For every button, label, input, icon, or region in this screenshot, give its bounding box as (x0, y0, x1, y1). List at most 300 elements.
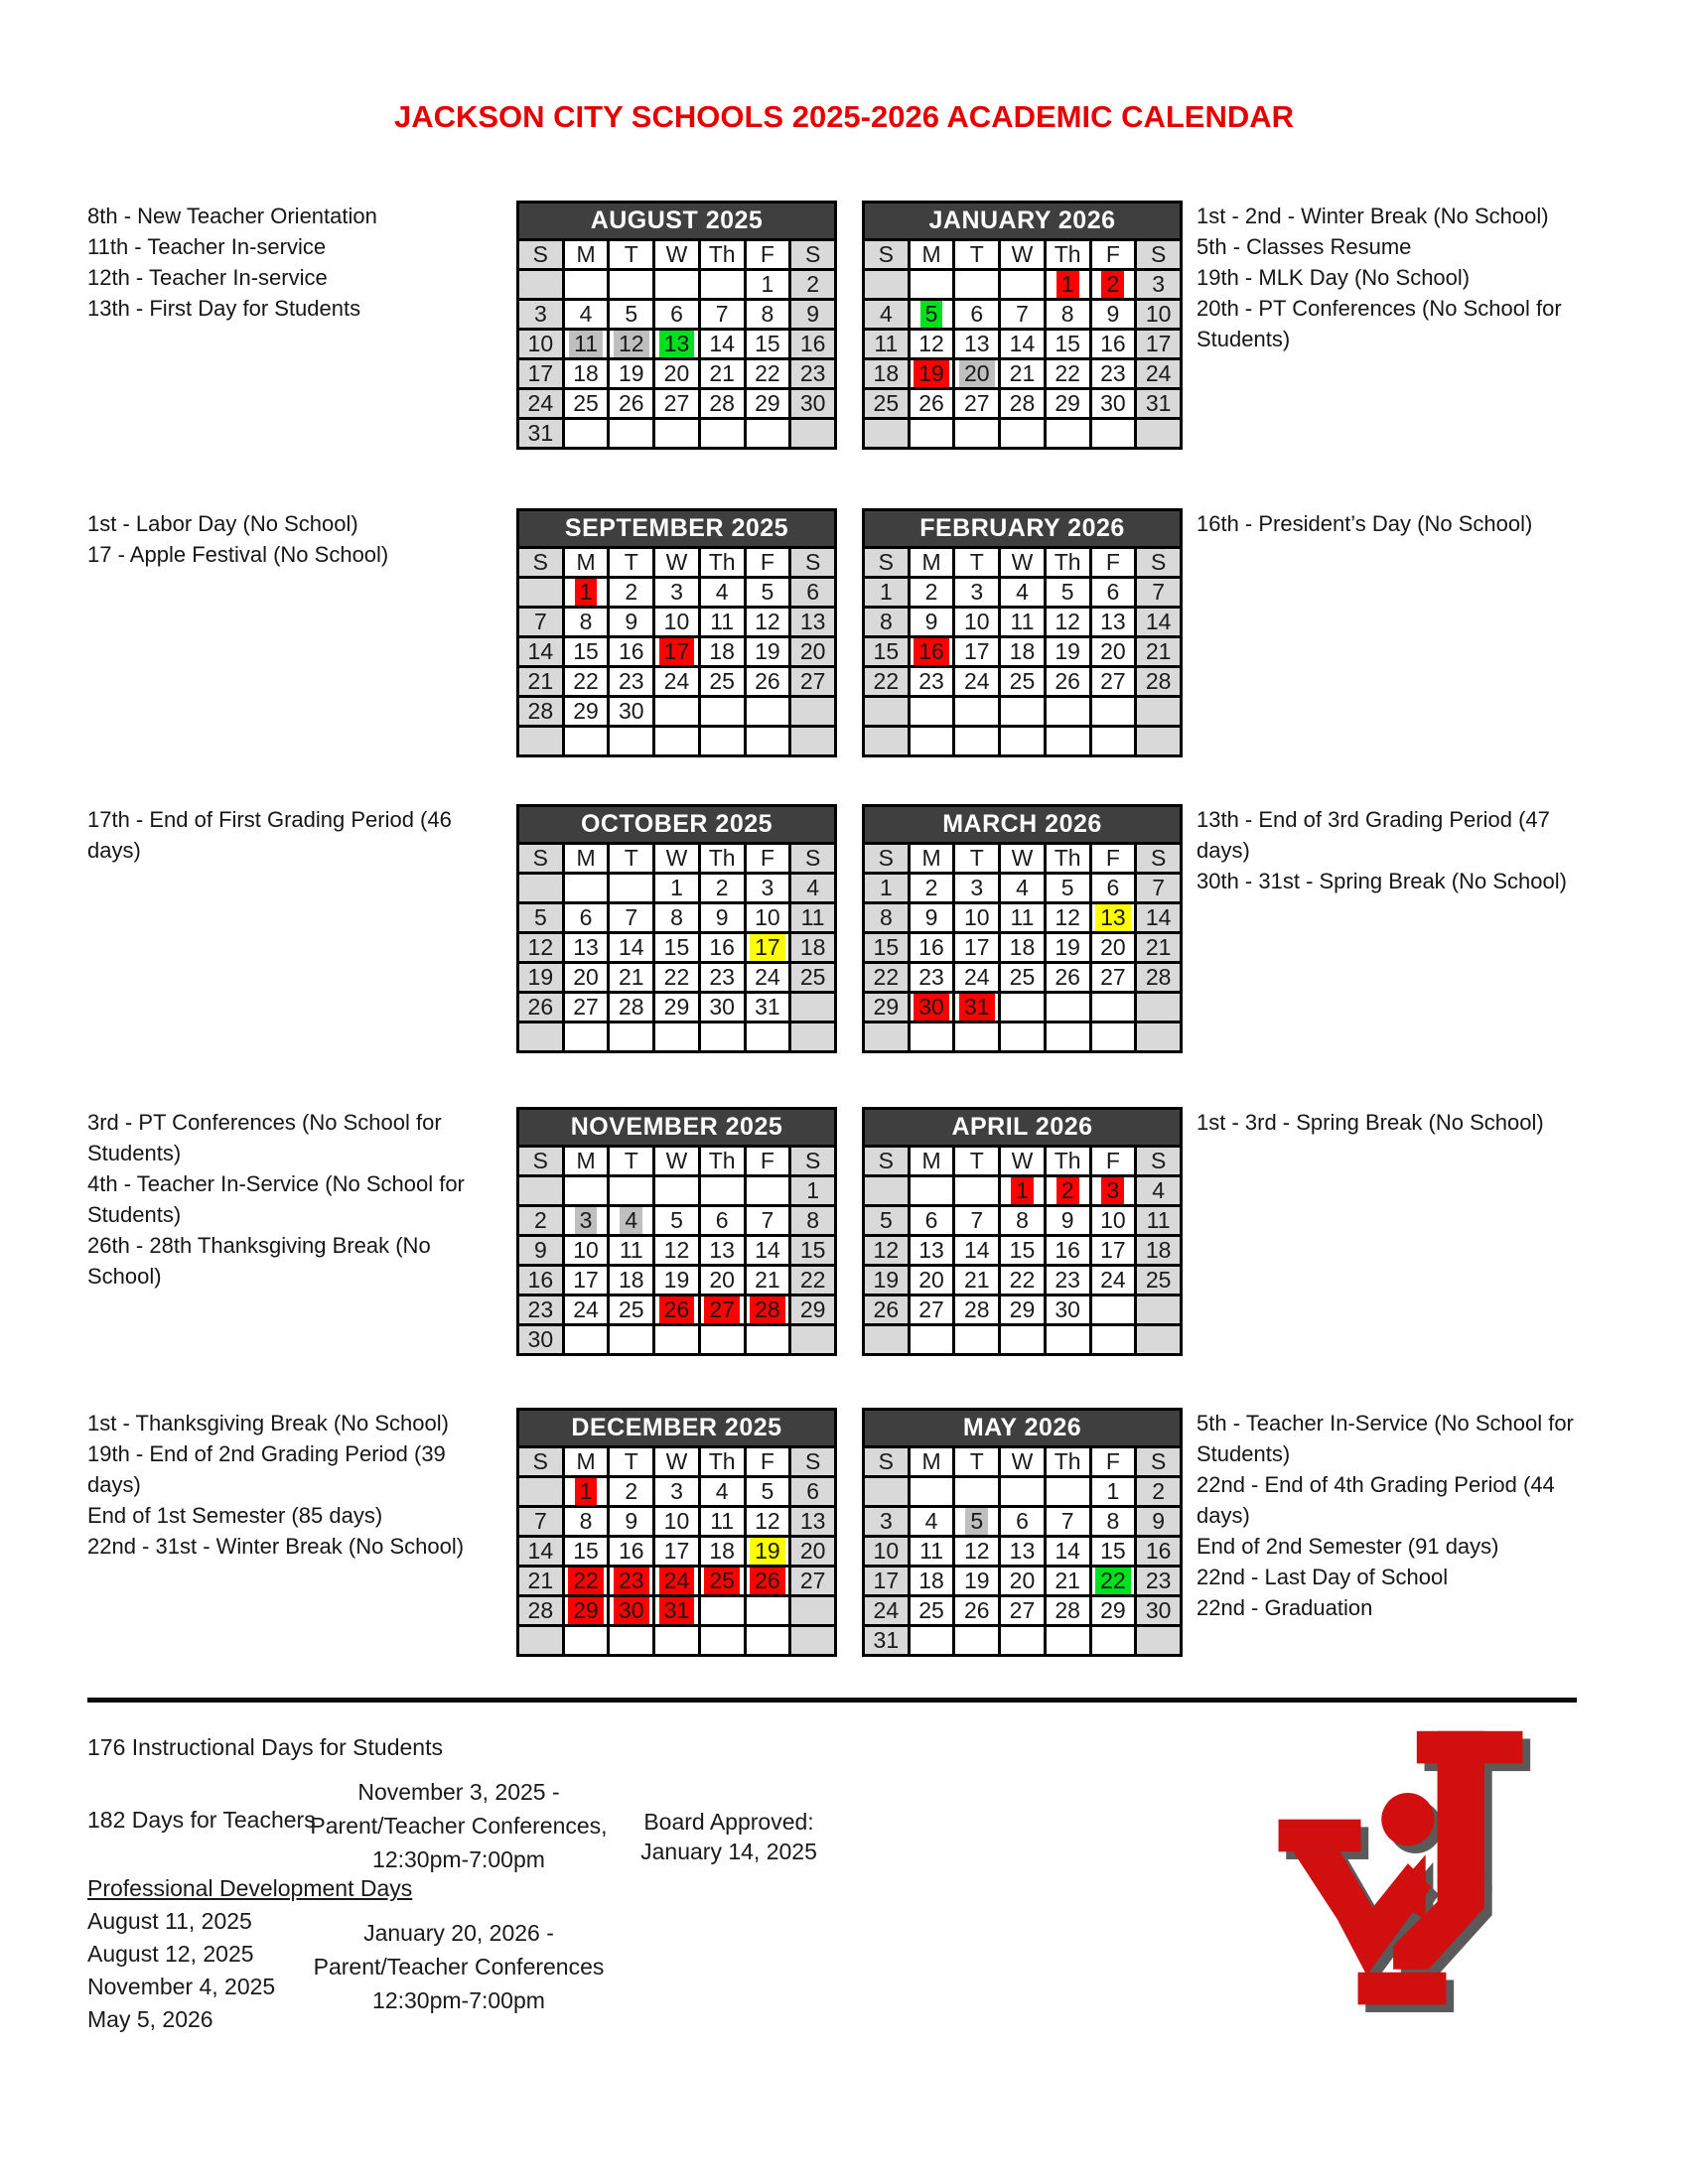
day-highlight: 3 (575, 1207, 598, 1234)
day-cell: 12 (654, 1236, 700, 1266)
note-item: 1st - 2nd - Winter Break (No School) (1196, 204, 1549, 228)
day-cell: 7 (518, 1507, 564, 1537)
day-cell (563, 419, 609, 449)
week-row (518, 667, 836, 697)
week-row (864, 1537, 1182, 1567)
day-cell (1000, 727, 1046, 756)
day-cell: 23 (699, 963, 745, 993)
day-cell (909, 727, 954, 756)
week-row (864, 300, 1182, 330)
day-header: F (1090, 548, 1136, 578)
day-cell (609, 270, 654, 300)
day-cell: 23 (1090, 359, 1136, 389)
note-item: 1st - 3rd - Spring Break (No School) (1196, 1110, 1544, 1135)
day-cell: 7 (745, 1206, 790, 1236)
day-cell (1090, 993, 1136, 1023)
day-cell: 21 (518, 1567, 564, 1596)
day-highlight: 27 (704, 1297, 740, 1323)
day-cell (954, 359, 1000, 389)
day-cell: 12 (745, 1507, 790, 1537)
day-header: W (1000, 1147, 1046, 1176)
week-row (864, 933, 1182, 963)
month-grid (516, 1145, 837, 1356)
day-cell: 4 (1000, 874, 1046, 903)
day-highlight: 28 (750, 1297, 785, 1323)
day-cell: 30 (609, 697, 654, 727)
week-row (864, 1176, 1182, 1206)
day-cell: 30 (1045, 1296, 1090, 1325)
day-cell: 16 (609, 1537, 654, 1567)
day-cell: 14 (609, 933, 654, 963)
left-notes (87, 201, 504, 324)
day-cell: 28 (518, 697, 564, 727)
day-cell (1136, 1296, 1182, 1325)
day-cell (1090, 1567, 1136, 1596)
day-cell (609, 1567, 654, 1596)
day-header-row (864, 844, 1182, 874)
day-cell: 8 (864, 903, 910, 933)
day-header-row (518, 1147, 836, 1176)
day-cell: 27 (1000, 1596, 1046, 1626)
day-header: S (518, 844, 564, 874)
day-cell: 11 (609, 1236, 654, 1266)
day-cell: 13 (790, 608, 836, 637)
day-cell: 12 (1045, 608, 1090, 637)
day-cell: 10 (518, 330, 564, 359)
day-cell (563, 1023, 609, 1052)
day-cell: 18 (909, 1567, 954, 1596)
day-cell: 21 (1045, 1567, 1090, 1596)
day-cell: 25 (1136, 1266, 1182, 1296)
day-highlight: 13 (659, 331, 695, 357)
day-cell: 4 (864, 300, 910, 330)
day-cell (1000, 993, 1046, 1023)
note-item: 22nd - Last Day of School (1196, 1565, 1449, 1589)
day-cell (864, 1176, 910, 1206)
day-cell (654, 270, 700, 300)
day-cell: 17 (1090, 1236, 1136, 1266)
day-cell (609, 1206, 654, 1236)
day-cell: 9 (1136, 1507, 1182, 1537)
day-cell: 13 (1000, 1537, 1046, 1567)
page-title: JACKSON CITY SCHOOLS 2025-2026 ACADEMIC CALENDAR (393, 99, 1295, 134)
day-cell: 9 (909, 903, 954, 933)
day-cell (699, 419, 745, 449)
day-highlight: 20 (959, 360, 995, 387)
left-notes (87, 1107, 504, 1292)
day-cell: 28 (699, 389, 745, 419)
day-cell (1045, 993, 1090, 1023)
day-cell: 18 (699, 1537, 745, 1567)
day-header: F (1090, 1147, 1136, 1176)
day-cell: 3 (954, 578, 1000, 608)
day-cell (563, 1206, 609, 1236)
day-cell: 2 (609, 1477, 654, 1507)
day-cell: 7 (1136, 874, 1182, 903)
day-cell: 16 (1090, 330, 1136, 359)
day-header: S (518, 548, 564, 578)
day-cell (1136, 1626, 1182, 1656)
day-cell (1090, 697, 1136, 727)
conference-schedule-block (300, 1775, 618, 2017)
day-cell: 29 (745, 389, 790, 419)
day-cell: 4 (1000, 578, 1046, 608)
note-item: End of 2nd Semester (91 days) (1196, 1534, 1499, 1559)
week-row (518, 637, 836, 667)
day-highlight: 30 (614, 1597, 649, 1624)
day-cell: 19 (609, 359, 654, 389)
note-item: 5th - Teacher In-Service (No School for Students) (1196, 1411, 1574, 1466)
note-item: 19th - End of 2nd Grading Period (39 days) (87, 1441, 446, 1497)
day-cell (745, 1296, 790, 1325)
day-cell (909, 300, 954, 330)
week-row (518, 963, 836, 993)
week-row (864, 1206, 1182, 1236)
day-cell: 11 (1000, 903, 1046, 933)
note-item: 1st - Thanksgiving Break (No School) (87, 1411, 449, 1435)
day-cell: 25 (790, 963, 836, 993)
day-header: S (864, 240, 910, 270)
day-cell: 10 (654, 608, 700, 637)
day-header: F (745, 548, 790, 578)
day-cell (745, 1567, 790, 1596)
day-cell: 21 (954, 1266, 1000, 1296)
day-cell: 24 (954, 667, 1000, 697)
day-cell (563, 1626, 609, 1656)
day-cell (1000, 419, 1046, 449)
day-cell (699, 1176, 745, 1206)
day-highlight: 19 (750, 1538, 785, 1565)
day-cell: 9 (609, 1507, 654, 1537)
day-header-row (518, 1447, 836, 1477)
day-cell: 16 (1136, 1537, 1182, 1567)
week-row (518, 1296, 836, 1325)
day-cell: 26 (1045, 963, 1090, 993)
left-notes (87, 804, 504, 866)
day-header: S (864, 1147, 910, 1176)
day-header: Th (699, 548, 745, 578)
day-cell: 22 (563, 667, 609, 697)
day-cell (518, 727, 564, 756)
month-grid (516, 1445, 837, 1657)
day-cell: 11 (909, 1537, 954, 1567)
month-title: NOVEMBER 2025 (516, 1107, 837, 1145)
day-cell: 31 (518, 419, 564, 449)
day-header: S (790, 240, 836, 270)
day-cell (790, 993, 836, 1023)
week-row (864, 330, 1182, 359)
week-row (518, 1266, 836, 1296)
day-cell: 24 (1136, 359, 1182, 389)
note-item: 13th - First Day for Students (87, 296, 361, 321)
day-cell: 24 (654, 667, 700, 697)
day-cell: 21 (699, 359, 745, 389)
month-grid (516, 546, 837, 757)
day-cell: 27 (954, 389, 1000, 419)
calendar-september-2025 (516, 508, 837, 757)
day-header-row (518, 240, 836, 270)
day-cell (563, 874, 609, 903)
day-cell (609, 1023, 654, 1052)
day-cell: 3 (518, 300, 564, 330)
day-cell: 9 (699, 903, 745, 933)
day-cell: 19 (654, 1266, 700, 1296)
day-cell (563, 330, 609, 359)
day-cell: 25 (909, 1596, 954, 1626)
week-row (518, 697, 836, 727)
note-item: 30th - 31st - Spring Break (No School) (1196, 869, 1567, 893)
note-item: 22nd - 31st - Winter Break (No School) (87, 1534, 465, 1559)
day-cell: 7 (1045, 1507, 1090, 1537)
day-header: S (790, 1147, 836, 1176)
day-header: Th (1045, 240, 1090, 270)
day-cell: 9 (518, 1236, 564, 1266)
day-cell (699, 727, 745, 756)
day-cell: 25 (864, 389, 910, 419)
day-cell (654, 1567, 700, 1596)
day-cell (609, 1176, 654, 1206)
day-header: S (864, 1447, 910, 1477)
note-item: 3rd - PT Conferences (No School for Students) (87, 1110, 442, 1165)
day-cell: 19 (1045, 933, 1090, 963)
day-header: Th (1045, 548, 1090, 578)
day-header: F (1090, 240, 1136, 270)
month-grid (862, 546, 1183, 757)
day-highlight: 3 (1101, 1177, 1124, 1204)
week-row (518, 1596, 836, 1626)
day-cell: 14 (1000, 330, 1046, 359)
calendar-august-2025 (516, 201, 837, 450)
day-cell (1136, 697, 1182, 727)
day-cell (699, 1626, 745, 1656)
pd-day: August 12, 2025 (87, 1941, 254, 1967)
week-row (518, 359, 836, 389)
day-cell: 26 (518, 993, 564, 1023)
day-cell (1000, 1477, 1046, 1507)
day-cell: 2 (518, 1206, 564, 1236)
day-header: M (909, 1447, 954, 1477)
week-row (864, 578, 1182, 608)
day-cell: 3 (954, 874, 1000, 903)
day-cell: 10 (864, 1537, 910, 1567)
day-cell (1045, 1626, 1090, 1656)
day-cell: 28 (1136, 667, 1182, 697)
day-cell: 5 (518, 903, 564, 933)
day-cell: 30 (518, 1325, 564, 1355)
pd-days-header: Professional Development Days (87, 1875, 413, 1901)
calendar-february-2026 (862, 508, 1183, 757)
day-cell (909, 1023, 954, 1052)
day-cell: 22 (864, 667, 910, 697)
right-notes (1196, 1408, 1594, 1623)
day-cell: 17 (954, 933, 1000, 963)
day-cell: 1 (745, 270, 790, 300)
day-cell: 7 (1000, 300, 1046, 330)
day-cell: 11 (699, 608, 745, 637)
day-cell (563, 270, 609, 300)
note-item: 11th - Teacher In-service (87, 234, 327, 259)
month-grid (862, 842, 1183, 1053)
day-cell: 1 (864, 874, 910, 903)
day-header: S (790, 1447, 836, 1477)
day-cell: 27 (563, 993, 609, 1023)
day-highlight: 30 (914, 994, 949, 1021)
day-cell: 1 (654, 874, 700, 903)
week-row (864, 1507, 1182, 1537)
day-cell (699, 1596, 745, 1626)
day-cell: 13 (1090, 608, 1136, 637)
day-cell: 30 (1136, 1596, 1182, 1626)
day-cell: 14 (745, 1236, 790, 1266)
day-cell (654, 1596, 700, 1626)
day-highlight: 22 (1095, 1568, 1131, 1594)
note-item: 17 - Apple Festival (No School) (87, 542, 389, 567)
day-header: Th (1045, 1147, 1090, 1176)
day-cell: 29 (790, 1296, 836, 1325)
day-cell: 1 (1090, 1477, 1136, 1507)
teacher-days-stat: 182 Days for Teachers (87, 1807, 316, 1833)
day-highlight: 1 (575, 1478, 598, 1505)
day-cell (745, 1023, 790, 1052)
day-cell: 15 (1000, 1236, 1046, 1266)
day-highlight: 5 (920, 301, 943, 328)
week-row (864, 419, 1182, 449)
note-item: 19th - MLK Day (No School) (1196, 265, 1471, 290)
day-cell: 17 (654, 1537, 700, 1567)
day-cell (909, 1626, 954, 1656)
day-cell (909, 637, 954, 667)
day-cell (699, 1023, 745, 1052)
week-row (864, 697, 1182, 727)
day-header: F (745, 240, 790, 270)
day-cell: 23 (609, 667, 654, 697)
day-cell: 22 (1000, 1266, 1046, 1296)
day-cell (518, 1477, 564, 1507)
note-item: End of 1st Semester (85 days) (87, 1503, 383, 1528)
calendar-january-2026 (862, 201, 1183, 450)
footer-divider-line (87, 1698, 1577, 1703)
week-row (864, 1626, 1182, 1656)
day-header-row (864, 548, 1182, 578)
day-cell: 7 (699, 300, 745, 330)
day-highlight: 17 (750, 934, 785, 961)
week-row (518, 1176, 836, 1206)
day-header: M (909, 240, 954, 270)
day-cell (954, 1325, 1000, 1355)
calendar-october-2025 (516, 804, 837, 1053)
day-cell: 16 (1045, 1236, 1090, 1266)
day-cell (745, 1626, 790, 1656)
day-cell: 1 (864, 578, 910, 608)
day-highlight: 1 (575, 579, 598, 606)
day-cell (864, 1325, 910, 1355)
month-title: MARCH 2026 (862, 804, 1183, 842)
week-row (864, 963, 1182, 993)
day-cell (609, 1325, 654, 1355)
day-cell (864, 419, 910, 449)
day-cell (1000, 1626, 1046, 1656)
day-cell: 6 (699, 1206, 745, 1236)
day-cell (1045, 1023, 1090, 1052)
day-cell (790, 419, 836, 449)
day-cell: 27 (1090, 963, 1136, 993)
day-cell: 19 (864, 1266, 910, 1296)
calendar-december-2025 (516, 1408, 837, 1657)
day-cell: 2 (609, 578, 654, 608)
day-cell: 5 (864, 1206, 910, 1236)
day-cell: 23 (909, 963, 954, 993)
note-item: 13th - End of 3rd Grading Period (47 days) (1196, 807, 1550, 863)
right-notes (1196, 201, 1594, 354)
day-cell: 6 (790, 578, 836, 608)
day-cell (563, 1325, 609, 1355)
day-cell (518, 270, 564, 300)
day-cell (954, 270, 1000, 300)
day-cell (654, 330, 700, 359)
week-row (518, 903, 836, 933)
month-title: JANUARY 2026 (862, 201, 1183, 238)
day-header: S (1136, 548, 1182, 578)
day-cell (790, 727, 836, 756)
day-cell: 28 (954, 1296, 1000, 1325)
day-header: Th (699, 240, 745, 270)
week-row (518, 727, 836, 756)
week-row (518, 419, 836, 449)
day-header: F (745, 1447, 790, 1477)
week-row (518, 330, 836, 359)
day-cell (654, 727, 700, 756)
day-cell: 3 (654, 1477, 700, 1507)
day-cell: 8 (563, 608, 609, 637)
day-cell (563, 1596, 609, 1626)
day-cell: 17 (954, 637, 1000, 667)
day-cell: 5 (745, 1477, 790, 1507)
day-cell: 17 (518, 359, 564, 389)
day-highlight: 13 (1095, 904, 1131, 931)
day-cell (1090, 419, 1136, 449)
day-cell (518, 1176, 564, 1206)
day-header-row (864, 1447, 1182, 1477)
day-header: F (1090, 844, 1136, 874)
day-cell: 12 (864, 1236, 910, 1266)
day-cell: 23 (518, 1296, 564, 1325)
day-cell (609, 1626, 654, 1656)
day-cell: 8 (745, 300, 790, 330)
day-header: T (954, 548, 1000, 578)
day-cell (1136, 1023, 1182, 1052)
day-cell: 28 (1000, 389, 1046, 419)
day-cell: 18 (563, 359, 609, 389)
day-cell: 11 (1000, 608, 1046, 637)
day-cell: 14 (518, 1537, 564, 1567)
day-cell (654, 1325, 700, 1355)
instructional-days-stat: 176 Instructional Days for Students (87, 1734, 443, 1760)
day-header-row (864, 1147, 1182, 1176)
day-cell: 19 (1045, 637, 1090, 667)
day-cell: 17 (1136, 330, 1182, 359)
day-cell: 2 (909, 578, 954, 608)
day-cell (909, 1477, 954, 1507)
day-cell: 24 (518, 389, 564, 419)
note-item: 26th - 28th Thanksgiving Break (No School) (87, 1233, 431, 1289)
day-cell: 7 (518, 608, 564, 637)
day-cell (518, 1626, 564, 1656)
day-cell (609, 874, 654, 903)
month-title: FEBRUARY 2026 (862, 508, 1183, 546)
day-cell (1045, 270, 1090, 300)
day-cell (699, 1567, 745, 1596)
day-cell: 15 (864, 637, 910, 667)
